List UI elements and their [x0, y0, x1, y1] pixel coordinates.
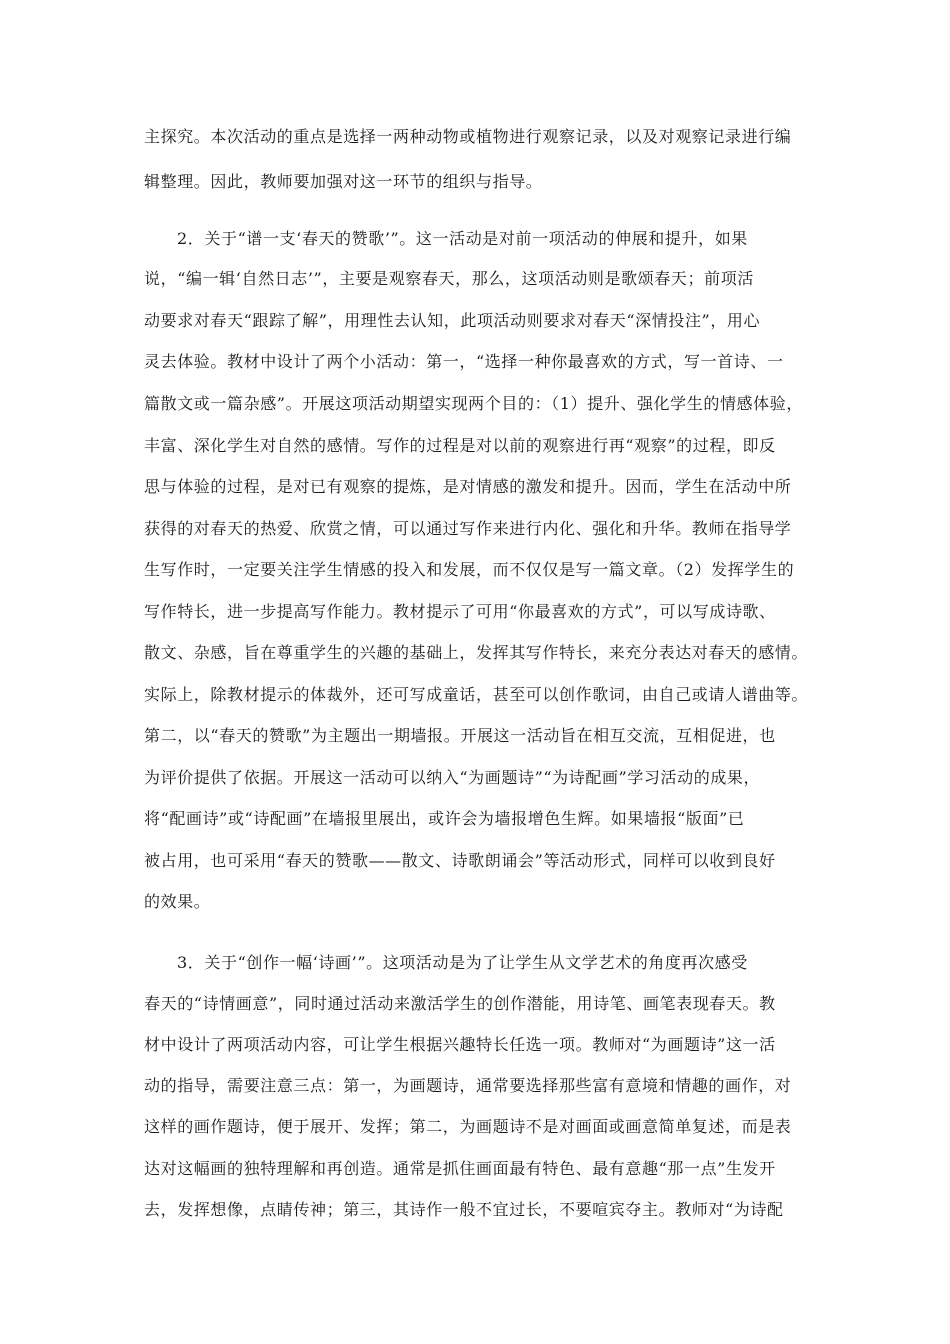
text-line: 将“配画诗”或“诗配画”在墙报里展出，或许会为墙报增色生辉。如果墙报“版面”已 — [144, 809, 745, 828]
text-line: 春天的“诗情画意”，同时通过活动来激活学生的创作潜能，用诗笔、画笔表现春天。教 — [144, 994, 776, 1013]
text-line: 第二，以“春天的赞歌”为主题出一期墙报。开展这一活动旨在相互交流，互相促进，也 — [144, 726, 776, 745]
text-line: 3．关于“创作一幅‘诗画’”。这项活动是为了让学生从文学艺术的角度再次感受 — [177, 953, 748, 972]
text-line: 辑整理。因此，教师要加强对这一环节的组织与指导。 — [144, 172, 543, 191]
text-line: 实际上，除教材提示的体裁外，还可写成童话，甚至可以创作歌词，由自己或请人谱曲等。 — [144, 685, 809, 704]
text-line: 篇散文或一篇杂感”。开展这项活动期望实现两个目的：（1）提升、强化学生的情感体验， — [144, 394, 803, 413]
text-line: 去，发挥想像，点睛传神；第三，其诗作一般不宜过长，不要喧宾夺主。教师对“为诗配 — [144, 1200, 784, 1219]
text-line: 动要求对春天“跟踪了解”，用理性去认知，此项活动则要求对春天“深情投注”，用心 — [144, 311, 761, 330]
text-line: 说，“编一辑‘自然日志’”，主要是观察春天，那么，这项活动则是歌颂春天；前项活 — [144, 269, 754, 288]
text-line: 散文、杂感，旨在尊重学生的兴趣的基础上，发挥其写作特长，来充分表达对春天的感情。 — [144, 643, 809, 662]
text-line: 材中设计了两项活动内容，可让学生根据兴趣特长任选一项。教师对“为画题诗”这一活 — [144, 1035, 776, 1054]
text-line: 这样的画作题诗，便于展开、发挥；第二，为画题诗不是对画面或画意简单复述，而是表 — [144, 1117, 792, 1136]
text-line: 达对这幅画的独特理解和再创造。通常是抓住画面最有特色、最有意趣“那一点”生发开 — [144, 1159, 776, 1178]
text-line: 的效果。 — [144, 892, 211, 911]
text-line: 动的指导，需要注意三点：第一，为画题诗，通常要选择那些富有意境和情趣的画作，对 — [144, 1076, 792, 1095]
text-line: 被占用，也可采用“春天的赞歌——散文、诗歌朗诵会”等活动形式，同样可以收到良好 — [144, 851, 776, 870]
text-line: 为评价提供了依据。开展这一活动可以纳入“为画题诗”“为诗配画”学习活动的成果， — [144, 768, 761, 787]
text-line: 生写作时，一定要关注学生情感的投入和发展，而不仅仅是写一篇文章。（2）发挥学生的 — [144, 560, 795, 579]
text-line: 2．关于“谱一支‘春天的赞歌’”。这一活动是对前一项活动的伸展和提升，如果 — [177, 229, 748, 248]
text-line: 灵去体验。教材中设计了两个小活动：第一，“选择一种你最喜欢的方式，写一首诗、一 — [144, 352, 784, 371]
text-line: 主探究。本次活动的重点是选择一两种动物或植物进行观察记录，以及对观察记录进行编 — [144, 127, 792, 146]
text-line: 思与体验的过程，是对已有观察的提炼，是对情感的激发和提升。因而，学生在活动中所 — [144, 477, 792, 496]
text-line: 丰富、深化学生对自然的感情。写作的过程是对以前的观察进行再“观察”的过程，即反 — [144, 436, 776, 455]
text-line: 获得的对春天的热爱、欣赏之情，可以通过写作来进行内化、强化和升华。教师在指导学 — [144, 519, 792, 538]
text-line: 写作特长，进一步提高写作能力。教材提示了可用“你最喜欢的方式”，可以写成诗歌、 — [144, 602, 776, 621]
